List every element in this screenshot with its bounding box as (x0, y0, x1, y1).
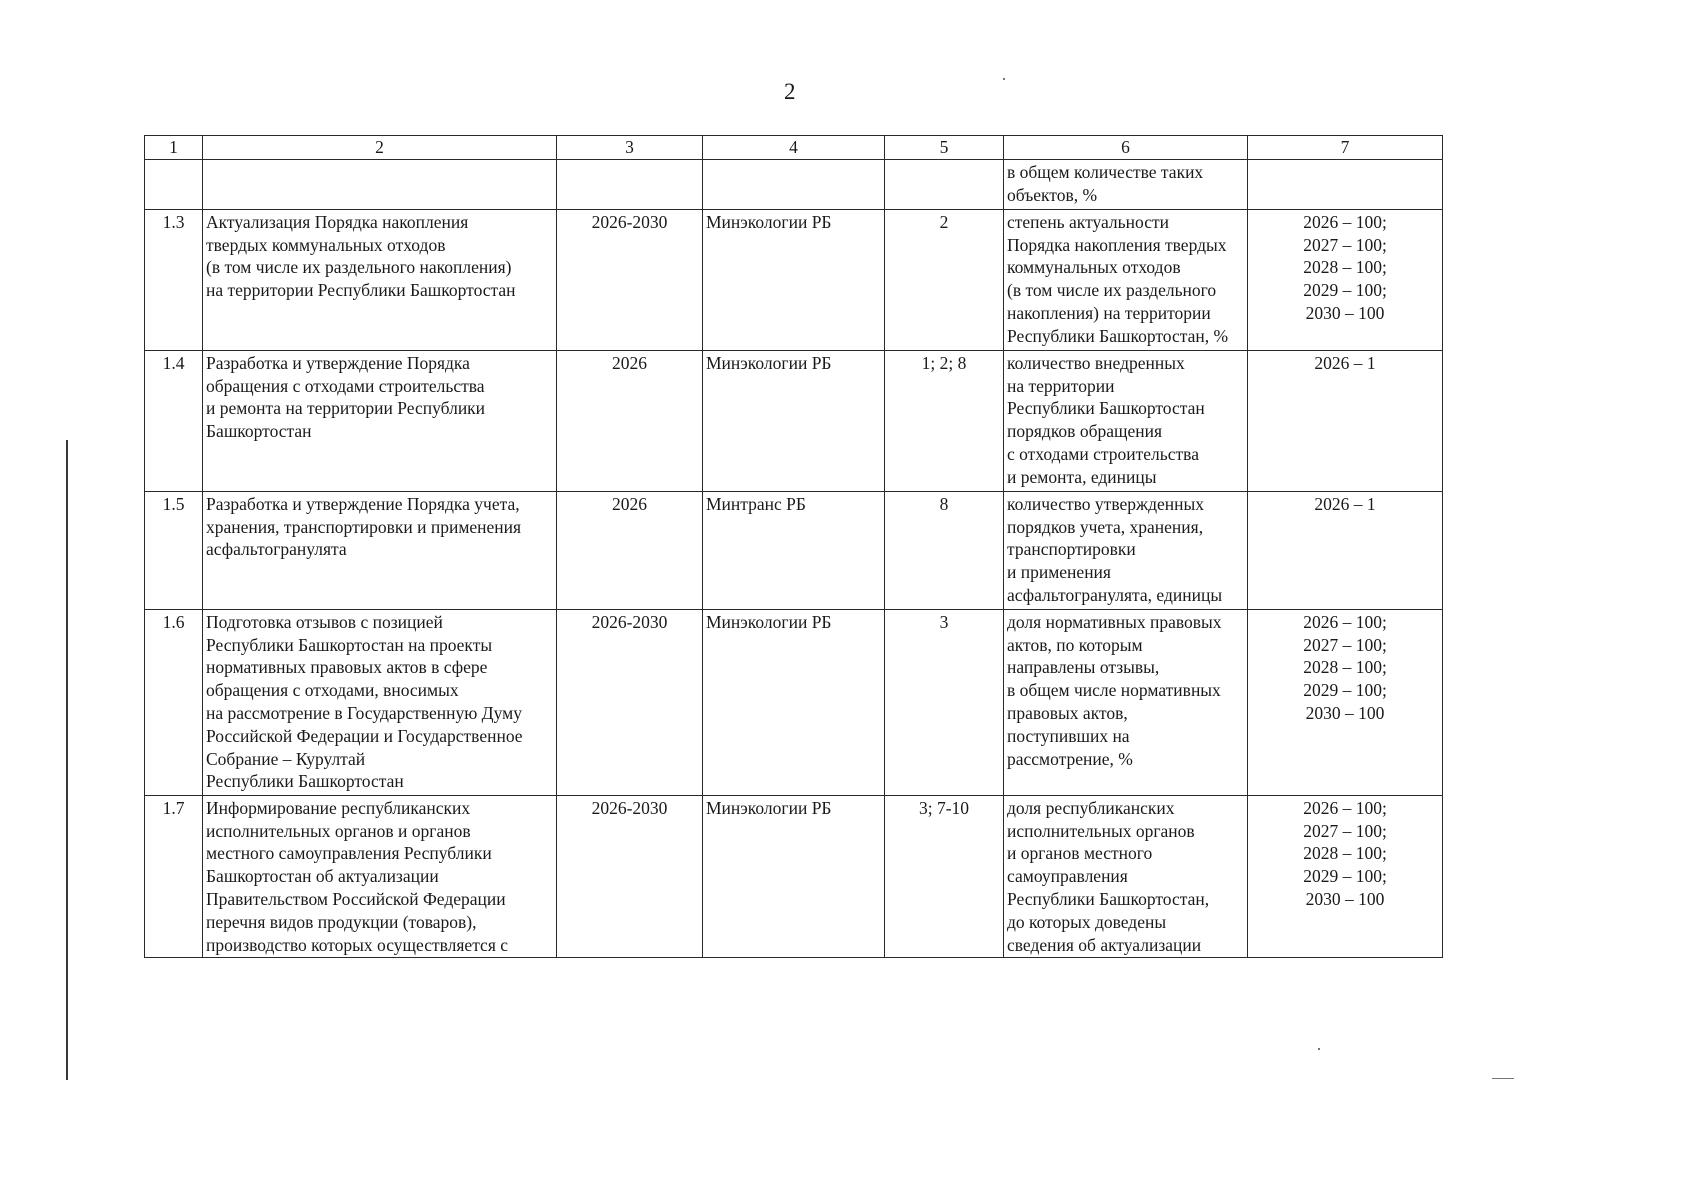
table-body (145, 159, 1443, 958)
measures-table (144, 135, 1443, 958)
target-values-cell-line: 2030 – 100 (1305, 702, 1385, 723)
indicator-cell-line: самоуправления (1007, 866, 1128, 887)
measure-name-cell-line: обращения с отходами, вносимых (206, 680, 459, 701)
tasks-cell: 3 (885, 609, 1004, 795)
measure-name-cell-line: Собрание – Курултай (206, 748, 366, 769)
measure-name-cell-line: (в том числе их раздельного накопления) (206, 257, 512, 278)
target-values-cell-line: 2026 – 100; (1303, 797, 1387, 818)
indicator-cell-line: с отходами строительства (1007, 443, 1199, 464)
table-row (145, 159, 1443, 209)
item-number-cell: 1.4 (145, 350, 203, 491)
indicator-cell-line: актов, по которым (1007, 634, 1143, 655)
indicator-cell-line: доля республиканских (1007, 797, 1175, 818)
measure-name-cell-line: на территории Республики Башкортостан (206, 280, 516, 301)
header-col-6: 6 (1004, 136, 1248, 160)
executor-cell: Минэкологии РБ (703, 209, 885, 350)
indicator-cell-line: правовых актов, (1007, 702, 1128, 723)
indicator-cell-line: исполнительных органов (1007, 820, 1195, 841)
item-number-cell: 1.3 (145, 209, 203, 350)
header-col-4: 4 (703, 136, 885, 160)
indicator-cell (1004, 795, 1248, 958)
item-number-cell (145, 159, 203, 209)
target-values-cell-line: 2026 – 100; (1303, 211, 1387, 232)
executor-cell (703, 159, 885, 209)
measure-name-cell-line: Подготовка отзывов с позицией (206, 611, 443, 632)
period-cell: 2026-2030 (557, 209, 703, 350)
measure-name-cell (203, 159, 557, 209)
target-values-cell-line: 2028 – 100; (1303, 843, 1387, 864)
binding-margin-line (66, 440, 68, 1080)
indicator-cell-line: и ремонта, единицы (1007, 466, 1157, 487)
target-values-cell (1248, 609, 1443, 795)
header-col-3: 3 (557, 136, 703, 160)
indicator-cell-line: количество внедренных (1007, 352, 1185, 373)
indicator-cell (1004, 350, 1248, 491)
measure-name-cell-line: Информирование республиканских (206, 797, 471, 818)
period-cell: 2026-2030 (557, 609, 703, 795)
measure-name-cell-line: обращения с отходами строительства (206, 375, 485, 396)
table-header-row (145, 136, 1443, 160)
measure-name-cell-line: Республики Башкортостан (206, 771, 404, 792)
measure-name-cell-line: асфальтогранулята (206, 539, 347, 560)
measure-name-cell-line: Республики Башкортостан на проекты (206, 634, 493, 655)
measure-name-cell-line: Российской Федерации и Государственное (206, 725, 523, 746)
measure-name-cell-line: на рассмотрение в Государственную Думу (206, 702, 522, 723)
indicator-cell-line: доля нормативных правовых (1007, 611, 1222, 632)
target-values-cell-line: 2030 – 100 (1305, 888, 1385, 909)
indicator-cell-line: Республики Башкортостан (1007, 398, 1205, 419)
indicator-cell-line: объектов, % (1007, 184, 1098, 205)
executor-cell: Минэкологии РБ (703, 350, 885, 491)
executor-cell: Минтранс РБ (703, 491, 885, 609)
target-values-cell-line: 2026 – 1 (1314, 493, 1376, 514)
target-values-cell (1248, 209, 1443, 350)
tasks-cell: 2 (885, 209, 1004, 350)
indicator-cell-line: поступивших на (1007, 725, 1130, 746)
tasks-cell: 8 (885, 491, 1004, 609)
executor-cell: Минэкологии РБ (703, 609, 885, 795)
tasks-cell (885, 159, 1004, 209)
indicator-cell-line: Республики Башкортостан, % (1007, 325, 1229, 346)
indicator-cell-line: в общем числе нормативных (1007, 680, 1221, 701)
header-col-7: 7 (1248, 136, 1443, 160)
indicator-cell-line: асфальтогранулята, единицы (1007, 584, 1223, 605)
indicator-cell-line: количество утвержденных (1007, 493, 1204, 514)
indicator-cell-line: (в том числе их раздельного (1007, 280, 1217, 301)
indicator-cell-line: и применения (1007, 562, 1111, 583)
indicator-cell (1004, 159, 1248, 209)
indicator-cell-line: сведения об актуализации (1007, 934, 1202, 955)
indicator-cell-line: рассмотрение, % (1007, 748, 1133, 769)
measure-name-cell (203, 209, 557, 350)
target-values-cell (1248, 491, 1443, 609)
indicator-cell-line: коммунальных отходов (1007, 257, 1181, 278)
item-number-cell: 1.7 (145, 795, 203, 958)
tasks-cell: 1; 2; 8 (885, 350, 1004, 491)
scan-speck (1492, 1078, 1514, 1079)
measure-name-cell-line: перечня видов продукции (товаров), (206, 911, 477, 932)
measure-name-cell-line: нормативных правовых актов в сфере (206, 657, 488, 678)
measure-name-cell (203, 609, 557, 795)
target-values-cell-line: 2027 – 100; (1303, 634, 1387, 655)
tasks-cell: 3; 7-10 (885, 795, 1004, 958)
indicator-cell-line: направлены отзывы, (1007, 657, 1160, 678)
measure-name-cell-line: и ремонта на территории Республики (206, 398, 486, 419)
measure-name-cell-line: исполнительных органов и органов (206, 820, 471, 841)
period-cell: 2026 (557, 350, 703, 491)
indicator-cell (1004, 491, 1248, 609)
target-values-cell-line: 2028 – 100; (1303, 657, 1387, 678)
indicator-cell (1004, 609, 1248, 795)
header-col-2: 2 (203, 136, 557, 160)
indicator-cell-line: до которых доведены (1007, 911, 1167, 932)
measure-name-cell (203, 350, 557, 491)
period-cell: 2026-2030 (557, 795, 703, 958)
page-number: 2 (784, 79, 796, 104)
measure-name-cell-line: твердых коммунальных отходов (206, 234, 446, 255)
indicator-cell-line: в общем количестве таких (1007, 161, 1204, 182)
scan-speck (1318, 1048, 1320, 1050)
executor-cell: Минэкологии РБ (703, 795, 885, 958)
indicator-cell-line: и органов местного (1007, 843, 1153, 864)
indicator-cell-line: на территории (1007, 375, 1115, 396)
table-row (145, 491, 1443, 609)
indicator-cell-line: Порядка накопления твердых (1007, 234, 1227, 255)
period-cell: 2026 (557, 491, 703, 609)
header-col-1: 1 (145, 136, 203, 160)
target-values-cell-line: 2029 – 100; (1303, 866, 1387, 887)
header-col-5: 5 (885, 136, 1004, 160)
table-row (145, 350, 1443, 491)
indicator-cell-line: Республики Башкортостан, (1007, 888, 1210, 909)
target-values-cell-line: 2026 – 100; (1303, 611, 1387, 632)
measure-name-cell-line: производство которых осуществляется с (206, 934, 509, 955)
target-values-cell (1248, 350, 1443, 491)
target-values-cell-line: 2029 – 100; (1303, 280, 1387, 301)
item-number-cell: 1.6 (145, 609, 203, 795)
target-values-cell-line: 2026 – 1 (1314, 352, 1376, 373)
target-values-cell-line: 2027 – 100; (1303, 820, 1387, 841)
target-values-cell-line: 2028 – 100; (1303, 257, 1387, 278)
indicator-cell-line: порядков учета, хранения, (1007, 516, 1204, 537)
period-cell (557, 159, 703, 209)
measure-name-cell-line: местного самоуправления Республики (206, 843, 492, 864)
indicator-cell-line: степень актуальности (1007, 211, 1169, 232)
indicator-cell (1004, 209, 1248, 350)
measure-name-cell-line: Актуализация Порядка накопления (206, 211, 469, 232)
measure-name-cell (203, 795, 557, 958)
target-values-cell (1248, 159, 1443, 209)
target-values-cell-line: 2027 – 100; (1303, 234, 1387, 255)
measure-name-cell-line: хранения, транспортировки и применения (206, 516, 522, 537)
target-values-cell-line: 2030 – 100 (1305, 302, 1385, 323)
scan-speck (1003, 78, 1005, 80)
indicator-cell-line: транспортировки (1007, 539, 1136, 560)
measure-name-cell-line: Разработка и утверждение Порядка (206, 352, 470, 373)
measure-name-cell-line: Разработка и утверждение Порядка учета, (206, 493, 520, 514)
measure-name-cell-line: Башкортостан (206, 421, 312, 442)
table-row (145, 609, 1443, 795)
measure-name-cell-line: Башкортостан об актуализации (206, 866, 439, 887)
item-number-cell: 1.5 (145, 491, 203, 609)
target-values-cell (1248, 795, 1443, 958)
measure-name-cell (203, 491, 557, 609)
measure-name-cell-line: Правительством Российской Федерации (206, 888, 506, 909)
target-values-cell-line: 2029 – 100; (1303, 680, 1387, 701)
indicator-cell-line: порядков обращения (1007, 421, 1163, 442)
table-row (145, 795, 1443, 958)
table-row (145, 209, 1443, 350)
indicator-cell-line: накопления) на территории (1007, 302, 1211, 323)
